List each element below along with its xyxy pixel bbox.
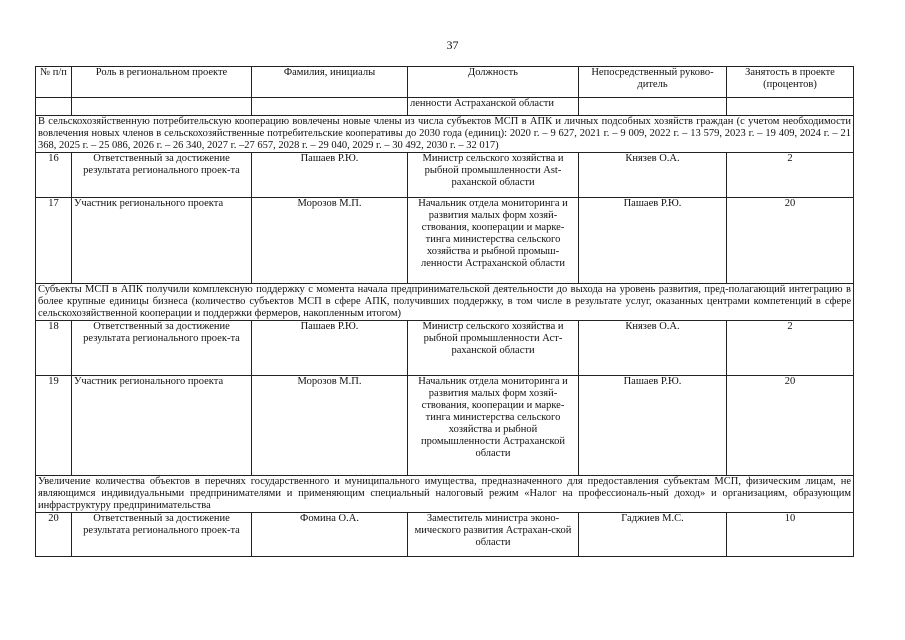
row-role: Участник регионального проекта	[72, 198, 252, 284]
row-position: Министр сельского хозяйства и рыбной промышленности Ast-раханской области	[408, 153, 579, 198]
row-supervisor: Гаджиев М.С.	[579, 513, 727, 557]
row-employment: 10	[727, 513, 854, 557]
row-role: Ответственный за достижение результата регионального проек-та	[72, 321, 252, 376]
header-employment: Занятость в проекте (процентов)	[727, 67, 854, 98]
row-employment: 20	[727, 198, 854, 284]
header-supervisor: Непосредственный руково-дитель	[579, 67, 727, 98]
table-row	[36, 198, 854, 284]
header-name: Фамилия, инициалы	[252, 67, 408, 98]
row-num: 17	[36, 198, 72, 284]
row-position: Заместитель министра эконо-мического развития Астрахан-ской области	[408, 513, 579, 557]
section-row	[36, 116, 854, 153]
section-row	[36, 284, 854, 321]
row-supervisor: Пашаев Р.Ю.	[579, 376, 727, 476]
table-header-row	[36, 67, 854, 98]
row-name: Морозов М.П.	[252, 198, 408, 284]
row-role: Участник регионального проекта	[72, 376, 252, 476]
project-participants-table	[35, 66, 854, 557]
row-supervisor: Князев О.А.	[579, 321, 727, 376]
row-name: Пашаев Р.Ю.	[252, 321, 408, 376]
row-name: Пашаев Р.Ю.	[252, 153, 408, 198]
row-num: 18	[36, 321, 72, 376]
row-role: Ответственный за достижение результата регионального проек-та	[72, 513, 252, 557]
row-supervisor: Пашаев Р.Ю.	[579, 198, 727, 284]
section-text: В сельскохозяйственную потребительскую кооперацию вовлечены новые члены из числа субъектов МСП в АПК и личных подсобных хозяйств граждан (с учетом необходимости вовлечения новых членов в сельскохозяйственные потребительские кооперативы до 2030 года (единиц): 2020 г. – 9 627, 2021 г. – 9 009, 2022 г. – 13 579, 2023 г. – 19 409, 2024 г. – 21 368, 2025 г. – 25 086, 2026 г. – 26 340, 2027 г. –27 657, 2028 г. – 29 040, 2029 г. – 30 492, 2030 г. – 32 017)	[36, 116, 854, 153]
row-name: Морозов М.П.	[252, 376, 408, 476]
section-row	[36, 476, 854, 513]
table-row	[36, 153, 854, 198]
row-role: Ответственный за достижение результата регионального проек-та	[72, 153, 252, 198]
row-supervisor: Князев О.А.	[579, 153, 727, 198]
row-num: 19	[36, 376, 72, 476]
row-num: 20	[36, 513, 72, 557]
row-num: 16	[36, 153, 72, 198]
carry-over-row	[36, 98, 854, 116]
table-row	[36, 513, 854, 557]
carry-over-position: ленности Астраханской области	[408, 98, 579, 116]
row-position: Начальник отдела мониторинга и развития малых форм хозяй-ствования, кооперации и марке-тинга министерства сельского хозяйства и рыбной промышленности Астраханской области	[408, 376, 579, 476]
section-text: Субъекты МСП в АПК получили комплексную поддержку с момента начала предпринимательской деятельности до выхода на уровень развития, пред-полагающий интеграцию в более крупные единицы бизнеса (количество субъектов МСП в сфере АПК, получивших поддержку, в том числе в результате услуг, оказанных центрами компетенций в сфере сельскохозяйственной кооперации и поддержки фермеров, накопленным итогом)	[36, 284, 854, 321]
row-employment: 20	[727, 376, 854, 476]
page-number: 37	[446, 38, 459, 52]
row-position: Начальник отдела мониторинга и развития малых форм хозяй-ствования, кооперации и марке-тинга министерства сельского хозяйства и рыбной промыш-ленности Астраханской области	[408, 198, 579, 284]
table-row	[36, 321, 854, 376]
table-row	[36, 376, 854, 476]
section-text: Увеличение количества объектов в перечнях государственного и муниципального имущества, предназначенного для предоставления субъектам МСП, физическим лицам, не являющимся индивидуальными предпринимателями и применяющим специальный налоговый режим «Налог на профессиональ-ный доход» и организациям, образующим инфраструктуру предпринимательства	[36, 476, 854, 513]
header-role: Роль в региональном проекте	[72, 67, 252, 98]
header-num: № п/п	[36, 67, 72, 98]
header-position: Должность	[408, 67, 579, 98]
row-employment: 2	[727, 321, 854, 376]
row-position: Министр сельского хозяйства и рыбной промышленности Аст-раханской области	[408, 321, 579, 376]
row-name: Фомина О.А.	[252, 513, 408, 557]
row-employment: 2	[727, 153, 854, 198]
